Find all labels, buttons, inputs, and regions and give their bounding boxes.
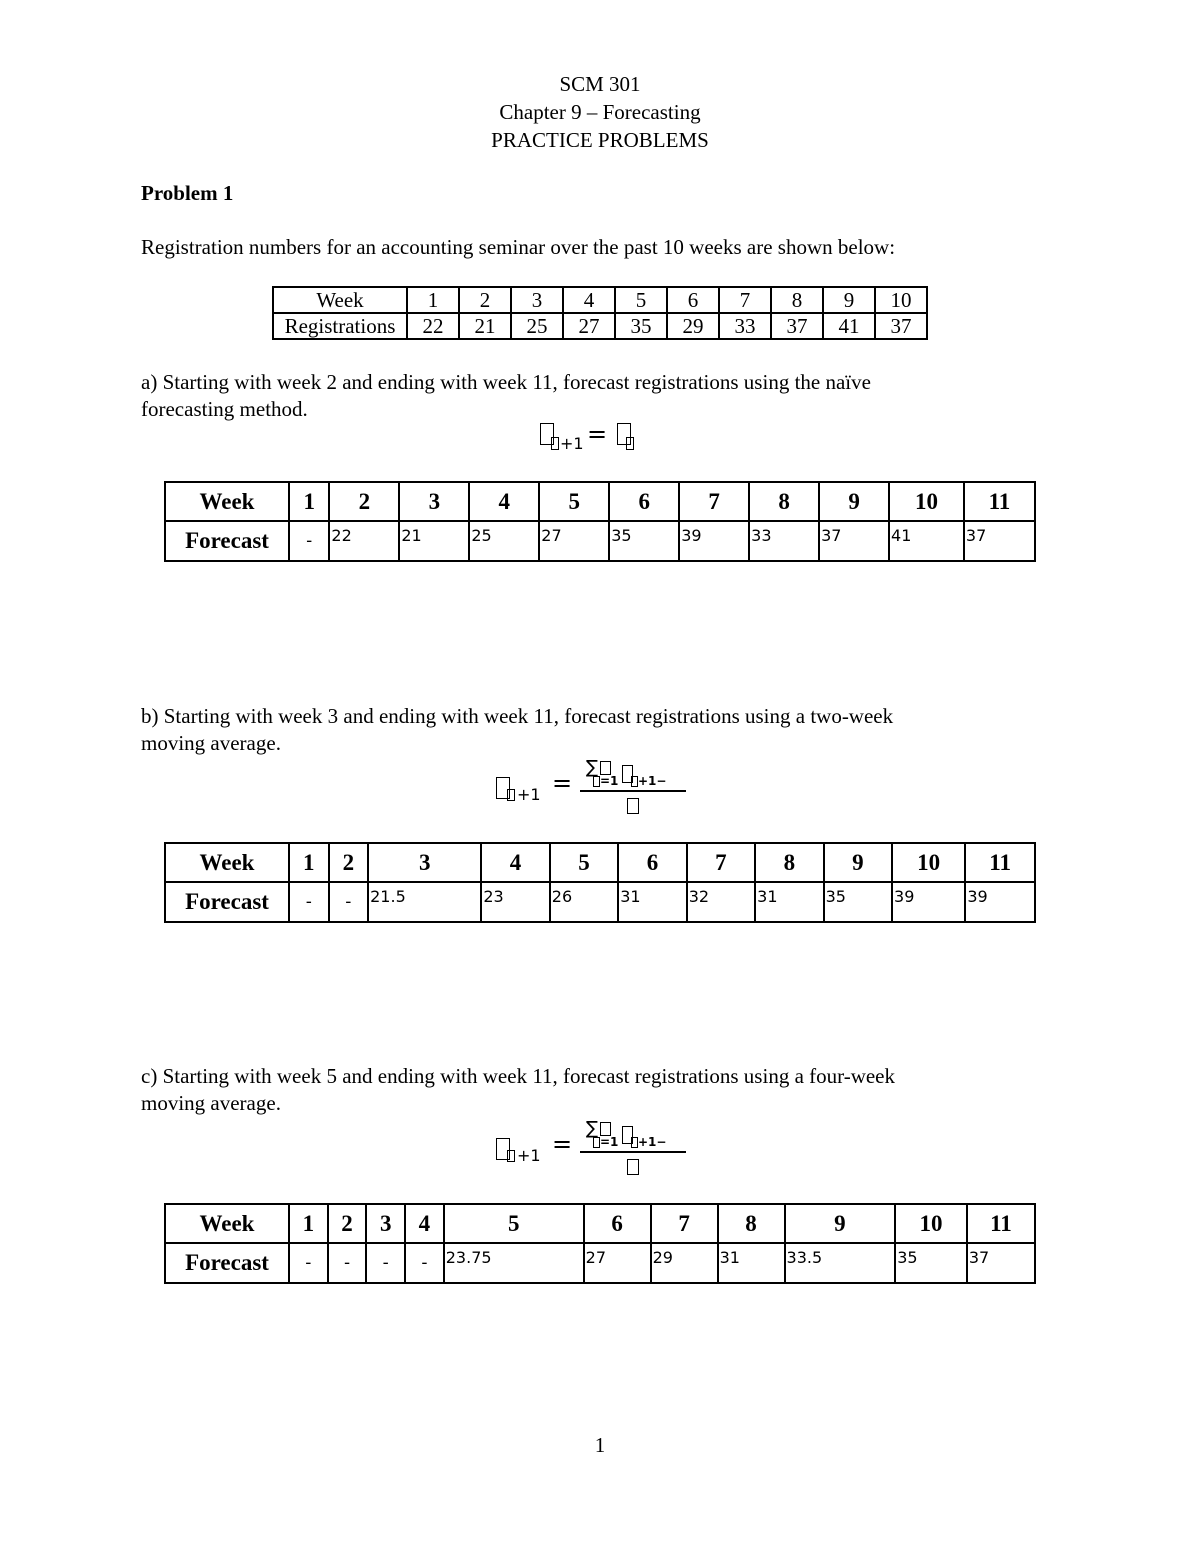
week-cell: 11	[967, 1204, 1035, 1243]
formula-sigma-subscript: =1	[600, 774, 619, 788]
registration-cell: 41	[823, 313, 875, 339]
week-cell: 1	[289, 843, 329, 882]
forecast-cell: 39	[679, 521, 749, 561]
forecast-cell: 31	[755, 882, 823, 922]
week-cell: 10	[892, 843, 965, 882]
forecast-cell: 25	[469, 521, 539, 561]
week-cell: 5	[539, 482, 609, 521]
forecast-cell: 29	[651, 1243, 718, 1283]
week-cell: 11	[964, 482, 1035, 521]
forecast-cell: -	[328, 1243, 367, 1283]
four-week-forecast-table	[164, 1203, 1036, 1284]
problem-title: Problem 1	[141, 181, 234, 205]
formula-term-subscript: +1−	[638, 1135, 667, 1149]
week-cell: 4	[405, 1204, 444, 1243]
fraction-bar	[580, 790, 686, 792]
week-cell: 4	[563, 287, 615, 313]
part-c-question-line1: c) Starting with week 5 and ending with week 11, forecast registrations using a four-week	[141, 1064, 896, 1088]
forecast-cell: 37	[964, 521, 1035, 561]
week-cell: 4	[469, 482, 539, 521]
week-cell: 7	[687, 843, 755, 882]
subscript-symbol-box	[631, 776, 638, 787]
forecast-cell: -	[289, 882, 329, 922]
registration-cell: 37	[875, 313, 927, 339]
forecast-cell: 21	[399, 521, 469, 561]
forecast-cell: -	[289, 1243, 328, 1283]
week-cell: 9	[819, 482, 889, 521]
subscript-symbol-box	[551, 437, 559, 450]
forecast-header-cell: Forecast	[165, 1243, 289, 1283]
week-cell: 9	[824, 843, 892, 882]
week-cell: 2	[459, 287, 511, 313]
week-cell: 10	[895, 1204, 967, 1243]
part-b-question-line2: moving average.	[141, 731, 281, 755]
part-b-question-line1: b) Starting with week 3 and ending with week 11, forecast registrations using a two-week	[141, 704, 894, 728]
forecast-cell: 35	[609, 521, 679, 561]
forecast-cell: 33	[749, 521, 819, 561]
registration-cell: 21	[459, 313, 511, 339]
denominator-box	[627, 1159, 639, 1175]
two-week-forecast-table	[164, 842, 1036, 923]
registrations-table	[272, 286, 928, 340]
forecast-cell: -	[289, 521, 329, 561]
formula-sigma: ∑	[586, 1118, 599, 1139]
chapter-title: Chapter 9 – Forecasting	[499, 100, 701, 124]
week-cell: 2	[328, 1204, 367, 1243]
forecast-cell: 41	[889, 521, 964, 561]
formula-sigma-subscript: =1	[600, 1135, 619, 1149]
forecast-cell: 23.75	[444, 1243, 584, 1283]
registration-cell: 27	[563, 313, 615, 339]
registration-cell: 33	[719, 313, 771, 339]
table-row	[273, 313, 927, 339]
week-cell: 5	[550, 843, 618, 882]
formula-equals: =	[587, 420, 608, 448]
week-cell: 7	[719, 287, 771, 313]
forecast-cell: 23	[481, 882, 549, 922]
forecast-header-cell: Forecast	[165, 882, 289, 922]
week-cell: 8	[771, 287, 823, 313]
registration-cell: 29	[667, 313, 719, 339]
forecast-cell: 39	[892, 882, 965, 922]
page-number: 1	[594, 1433, 606, 1457]
week-header-cell: Week	[165, 843, 289, 882]
week-cell: 5	[444, 1204, 584, 1243]
forecast-cell: 37	[819, 521, 889, 561]
forecast-cell: 21.5	[368, 882, 481, 922]
week-cell: 1	[289, 1204, 328, 1243]
index-box	[593, 1137, 600, 1148]
formula-subscript: +1	[517, 785, 541, 804]
registration-cell: 35	[615, 313, 667, 339]
forecast-cell: 27	[539, 521, 609, 561]
document-subtitle: PRACTICE PROBLEMS	[491, 128, 709, 152]
registration-cell: 25	[511, 313, 563, 339]
week-cell: 6	[584, 1204, 651, 1243]
problem-intro: Registration numbers for an accounting seminar over the past 10 weeks are shown below:	[141, 235, 896, 259]
table-row	[165, 882, 1035, 922]
forecast-header-cell: Forecast	[165, 521, 289, 561]
week-cell: 9	[823, 287, 875, 313]
forecast-cell: -	[329, 882, 369, 922]
week-header-cell: Week	[273, 287, 407, 313]
week-header-cell: Week	[165, 482, 289, 521]
part-a-question-line1: a) Starting with week 2 and ending with week 11, forecast registrations using the naïve	[141, 370, 871, 394]
forecast-cell: 33.5	[785, 1243, 896, 1283]
index-box	[593, 776, 600, 787]
forecast-cell: -	[405, 1243, 444, 1283]
formula-sigma: ∑	[586, 757, 599, 778]
table-row	[273, 287, 927, 313]
forecast-cell: 27	[584, 1243, 651, 1283]
week-cell: 6	[609, 482, 679, 521]
forecast-cell: 35	[895, 1243, 967, 1283]
week-cell: 5	[615, 287, 667, 313]
week-cell: 4	[481, 843, 549, 882]
naive-formula	[537, 420, 657, 460]
four-week-moving-average-formula	[494, 1118, 694, 1178]
subscript-symbol-box	[626, 437, 634, 450]
naive-forecast-table	[164, 481, 1036, 562]
forecast-cell: 32	[687, 882, 755, 922]
week-cell: 10	[889, 482, 964, 521]
forecast-cell: -	[366, 1243, 405, 1283]
registrations-header-cell: Registrations	[273, 313, 407, 339]
week-cell: 2	[329, 843, 369, 882]
formula-subscript: +1	[560, 434, 584, 453]
week-cell: 3	[399, 482, 469, 521]
week-cell: 3	[511, 287, 563, 313]
part-a-question-line2: forecasting method.	[141, 397, 308, 421]
week-cell: 2	[329, 482, 399, 521]
subscript-symbol-box	[507, 789, 515, 801]
upper-limit-box	[600, 1122, 611, 1136]
fraction-bar	[580, 1151, 686, 1153]
formula-equals: =	[552, 1130, 573, 1158]
week-cell: 8	[755, 843, 823, 882]
week-cell: 3	[366, 1204, 405, 1243]
upper-limit-box	[600, 761, 611, 775]
table-row	[165, 1243, 1035, 1283]
forecast-cell: 37	[967, 1243, 1035, 1283]
formula-equals: =	[552, 769, 573, 797]
forecast-cell: 31	[618, 882, 686, 922]
week-cell: 7	[651, 1204, 718, 1243]
course-title: SCM 301	[559, 72, 641, 96]
week-cell: 6	[667, 287, 719, 313]
week-cell: 1	[289, 482, 329, 521]
registration-cell: 37	[771, 313, 823, 339]
week-cell: 8	[718, 1204, 785, 1243]
two-week-moving-average-formula	[494, 757, 694, 817]
table-row	[165, 482, 1035, 521]
table-row	[165, 521, 1035, 561]
forecast-cell: 22	[329, 521, 399, 561]
week-cell: 9	[785, 1204, 896, 1243]
week-cell: 3	[368, 843, 481, 882]
part-c-question-line2: moving average.	[141, 1091, 281, 1115]
week-cell: 7	[679, 482, 749, 521]
table-row	[165, 843, 1035, 882]
subscript-symbol-box	[507, 1150, 515, 1162]
formula-subscript: +1	[517, 1146, 541, 1165]
forecast-cell: 26	[550, 882, 618, 922]
week-cell: 6	[618, 843, 686, 882]
week-cell: 1	[407, 287, 459, 313]
forecast-cell: 31	[718, 1243, 785, 1283]
forecast-cell: 35	[824, 882, 892, 922]
registration-cell: 22	[407, 313, 459, 339]
week-cell: 8	[749, 482, 819, 521]
week-header-cell: Week	[165, 1204, 289, 1243]
forecast-cell: 39	[965, 882, 1035, 922]
week-cell: 10	[875, 287, 927, 313]
formula-term-subscript: +1−	[638, 774, 667, 788]
denominator-box	[627, 798, 639, 814]
table-row	[165, 1204, 1035, 1243]
week-cell: 11	[965, 843, 1035, 882]
subscript-symbol-box	[631, 1137, 638, 1148]
